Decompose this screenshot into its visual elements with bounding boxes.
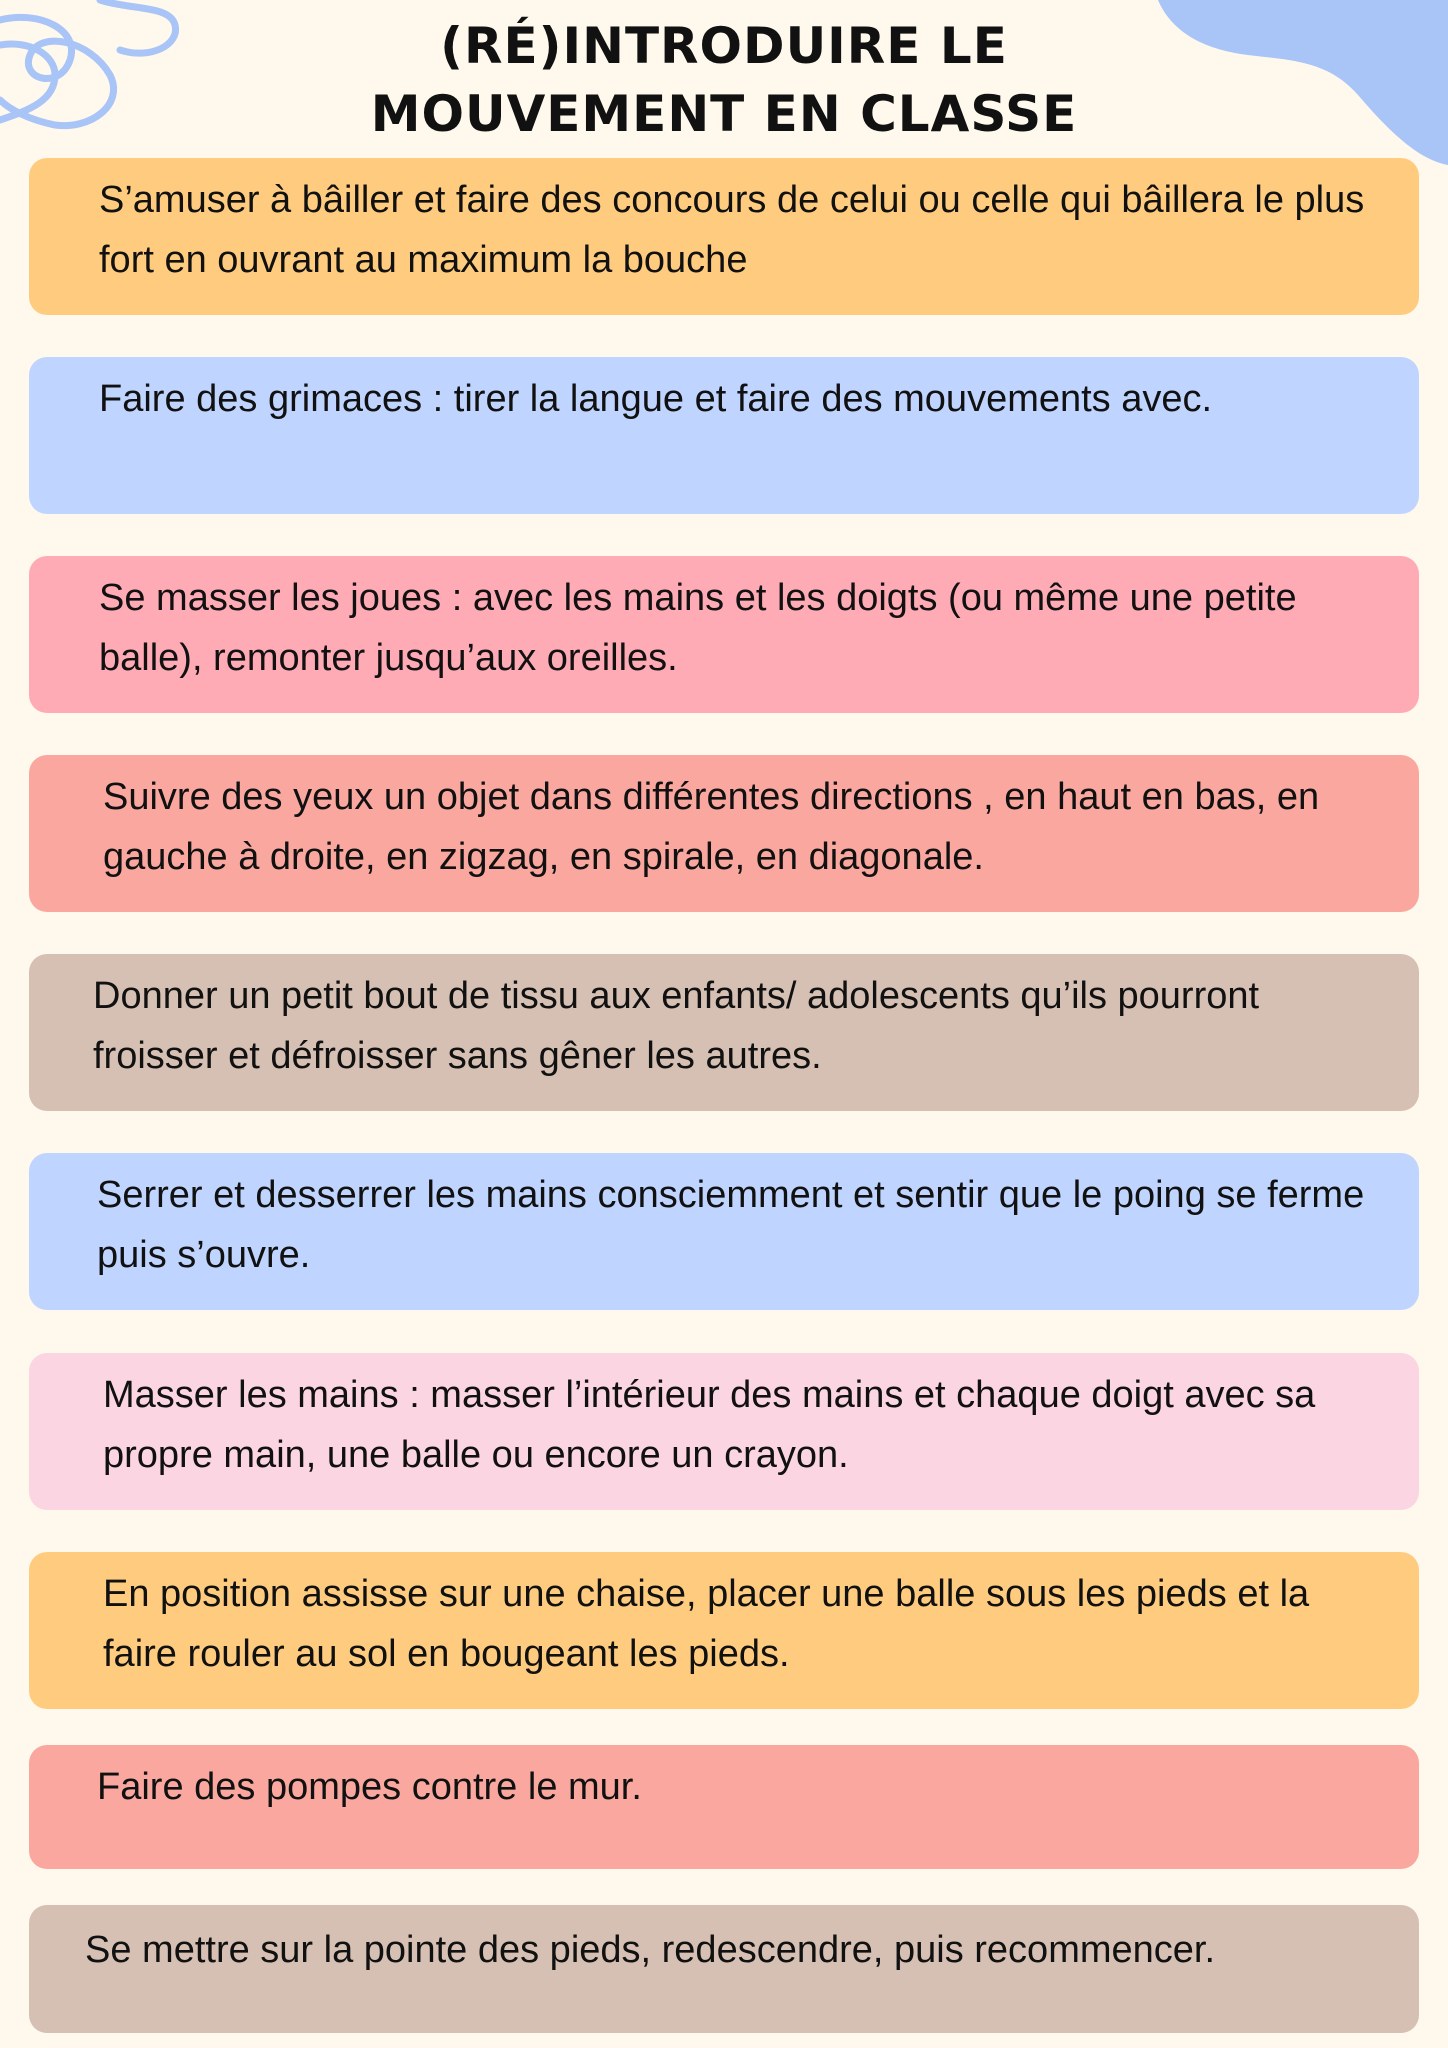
- activity-text: Suivre des yeux un objet dans différentes directions , en haut en bas, en gauche à droite, en zigzag, en spirale, en diagonale.: [103, 776, 1320, 878]
- activity-card-3: [29, 556, 1419, 713]
- page-title: [0, 12, 1448, 148]
- activity-card-7: [29, 1353, 1419, 1510]
- activity-card-8: [29, 1552, 1419, 1709]
- activity-card-1: [29, 158, 1419, 315]
- activity-text: Faire des pompes contre le mur.: [97, 1766, 642, 1808]
- title-line-2: MOUVEMENT EN CLASSE: [370, 85, 1078, 143]
- activity-card-4: [29, 755, 1419, 912]
- title-line-1: (RÉ)INTRODUIRE LE: [440, 17, 1008, 75]
- activity-text: Serrer et desserrer les mains consciemment et sentir que le poing se ferme puis s’ouvre.: [97, 1174, 1365, 1276]
- activity-text: S’amuser à bâiller et faire des concours de celui ou celle qui bâillera le plus fort en ouvrant au maximum la bouche: [99, 179, 1365, 281]
- activity-text: Se mettre sur la pointe des pieds, redescendre, puis recommencer.: [85, 1929, 1216, 1971]
- activity-card-6: [29, 1153, 1419, 1310]
- activity-card-9: [29, 1745, 1419, 1869]
- activity-text: Se masser les joues : avec les mains et les doigts (ou même une petite balle), remonter jusqu’aux oreilles.: [99, 577, 1297, 679]
- activity-card-2: [29, 357, 1419, 514]
- activity-card-5: [29, 954, 1419, 1111]
- activity-text: Donner un petit bout de tissu aux enfants/ adolescents qu’ils pourront froisser et défroisser sans gêner les autres.: [93, 975, 1260, 1077]
- activity-text: Faire des grimaces : tirer la langue et faire des mouvements avec.: [99, 378, 1213, 420]
- activity-text: Masser les mains : masser l’intérieur des mains et chaque doigt avec sa propre main, une balle ou encore un crayon.: [103, 1374, 1316, 1476]
- activity-text: En position assisse sur une chaise, placer une balle sous les pieds et la faire rouler au sol en bougeant les pieds.: [103, 1573, 1310, 1675]
- activity-card-10: [29, 1905, 1419, 2033]
